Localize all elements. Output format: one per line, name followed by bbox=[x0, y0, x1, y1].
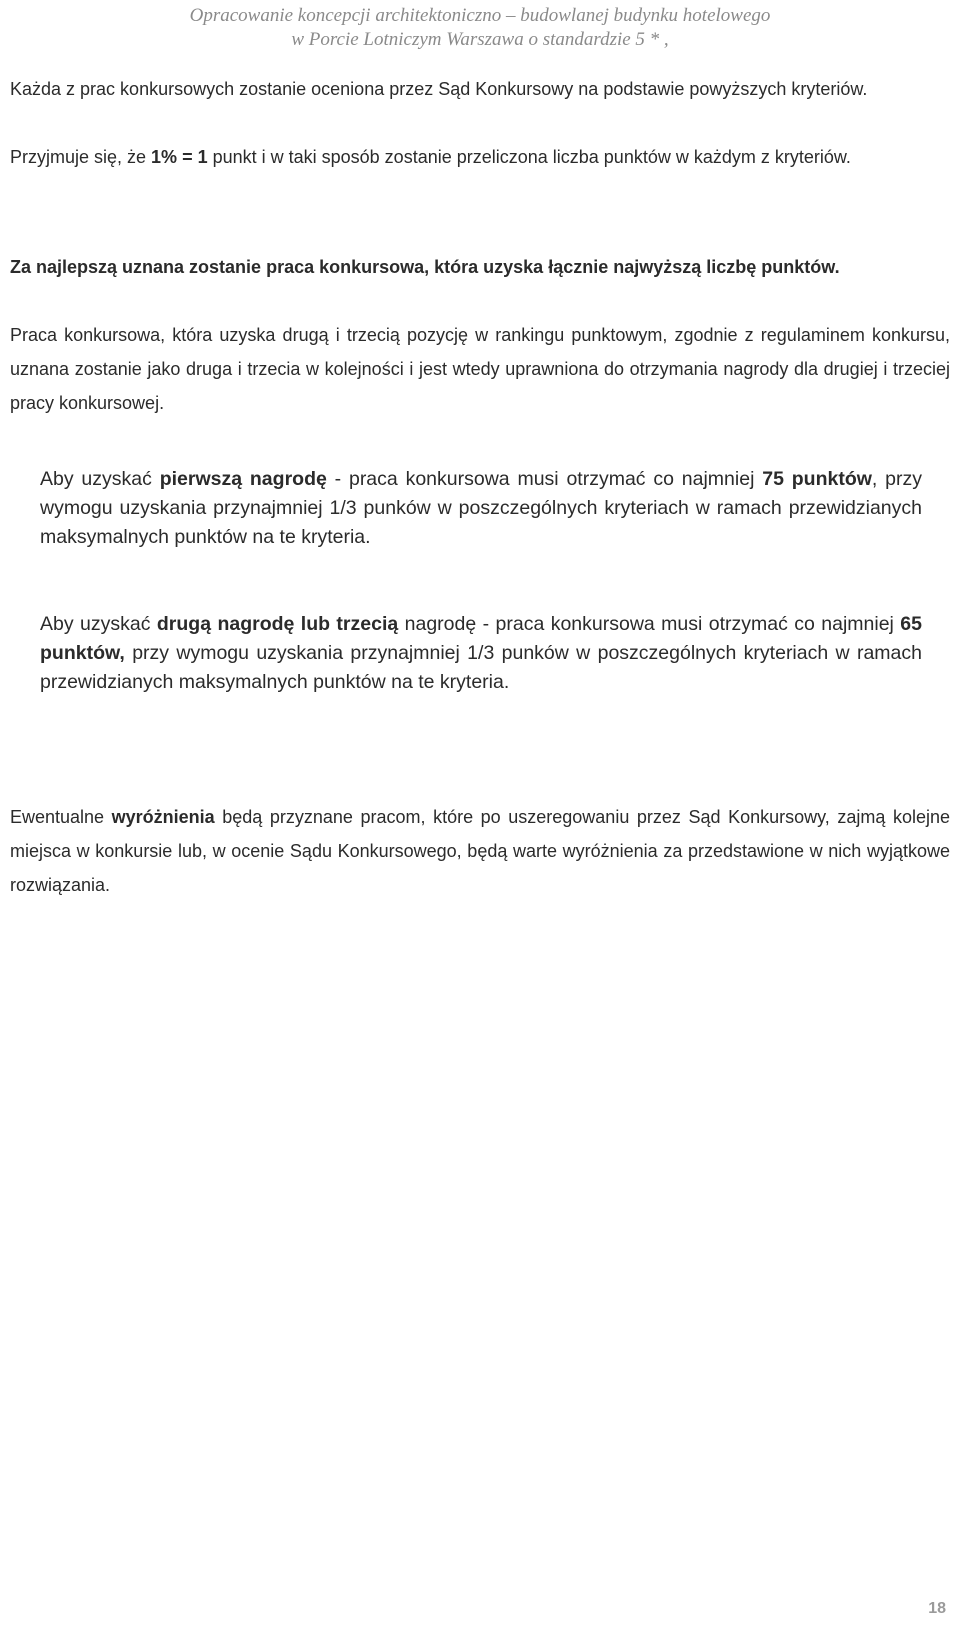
text-span: Przyjmuje się, że bbox=[10, 147, 152, 167]
bold-span: wyróżnienia bbox=[111, 807, 215, 827]
paragraph-second-prize bbox=[40, 610, 922, 697]
bold-span: 65 punktów, bbox=[40, 613, 922, 664]
paragraph-first-prize bbox=[40, 465, 922, 552]
bold-span: 75 punktów bbox=[762, 468, 872, 490]
text-span: Ewentualne bbox=[10, 807, 112, 827]
bold-span: pierwszą nagrodę bbox=[159, 468, 327, 490]
text-span: , przy wymogu uzyskania przynajmniej 1/3 punków w poszczególnych kryteriach w ramach przewidzianych maksymalnych punktów na te kryteria. bbox=[40, 468, 922, 548]
paragraph-second-third: Praca konkursowa, która uzyska drugą i trzecią pozycję w rankingu punktowym, zgodnie z regulaminem konkursu, uznana zostanie jako druga i trzecia w kolejności i jest wtedy uprawniona do otrzymania nagrody dla drugiej i trzeciej pracy konkursowej. bbox=[10, 325, 950, 413]
paragraph-points-conversion bbox=[10, 140, 950, 174]
header-line-1: Opracowanie koncepcji architektoniczno – budowlanej budynku hotelowego bbox=[189, 5, 771, 26]
text-span: Aby uzyskać bbox=[40, 468, 160, 490]
bold-span: 1% = 1 bbox=[151, 147, 208, 167]
text-span: nagrodę - praca konkursowa musi otrzymać co najmniej bbox=[398, 613, 901, 635]
bold-span: drugą nagrodę lub trzecią bbox=[156, 613, 399, 635]
page-number: 18 bbox=[928, 1600, 946, 1617]
text-span: - praca konkursowa musi otrzymać co najmniej bbox=[326, 468, 763, 490]
paragraph-distinctions bbox=[10, 800, 950, 902]
text-span: przy wymogu uzyskania przynajmniej 1/3 punków w poszczególnych kryteriach w ramach przewidzianych maksymalnych punktów na te kryteria. bbox=[40, 642, 922, 693]
text-span: Aby uzyskać bbox=[40, 613, 157, 635]
text-span: będą przyznane pracom, które po uszeregowaniu przez Sąd Konkursowy, zajmą kolejne miejsca w konkursie lub, w ocenie Sądu Konkursowego, będą warte wyróżnienia za przedstawione w nich wyjątkowe rozwiązania. bbox=[10, 807, 950, 895]
paragraph-evaluation: Każda z prac konkursowych zostanie oceniona przez Sąd Konkursowy na podstawie powyższych kryteriów. bbox=[10, 79, 868, 99]
paragraph-best-work: Za najlepszą uznana zostanie praca konkursowa, która uzyska łącznie najwyższą liczbę punktów. bbox=[10, 257, 840, 277]
header-line-2: w Porcie Lotniczym Warszawa o standardzie 5 * , bbox=[291, 29, 669, 50]
page-header bbox=[0, 4, 960, 52]
text-span: punkt i w taki sposób zostanie przeliczona liczba punktów w każdym z kryteriów. bbox=[207, 147, 851, 167]
